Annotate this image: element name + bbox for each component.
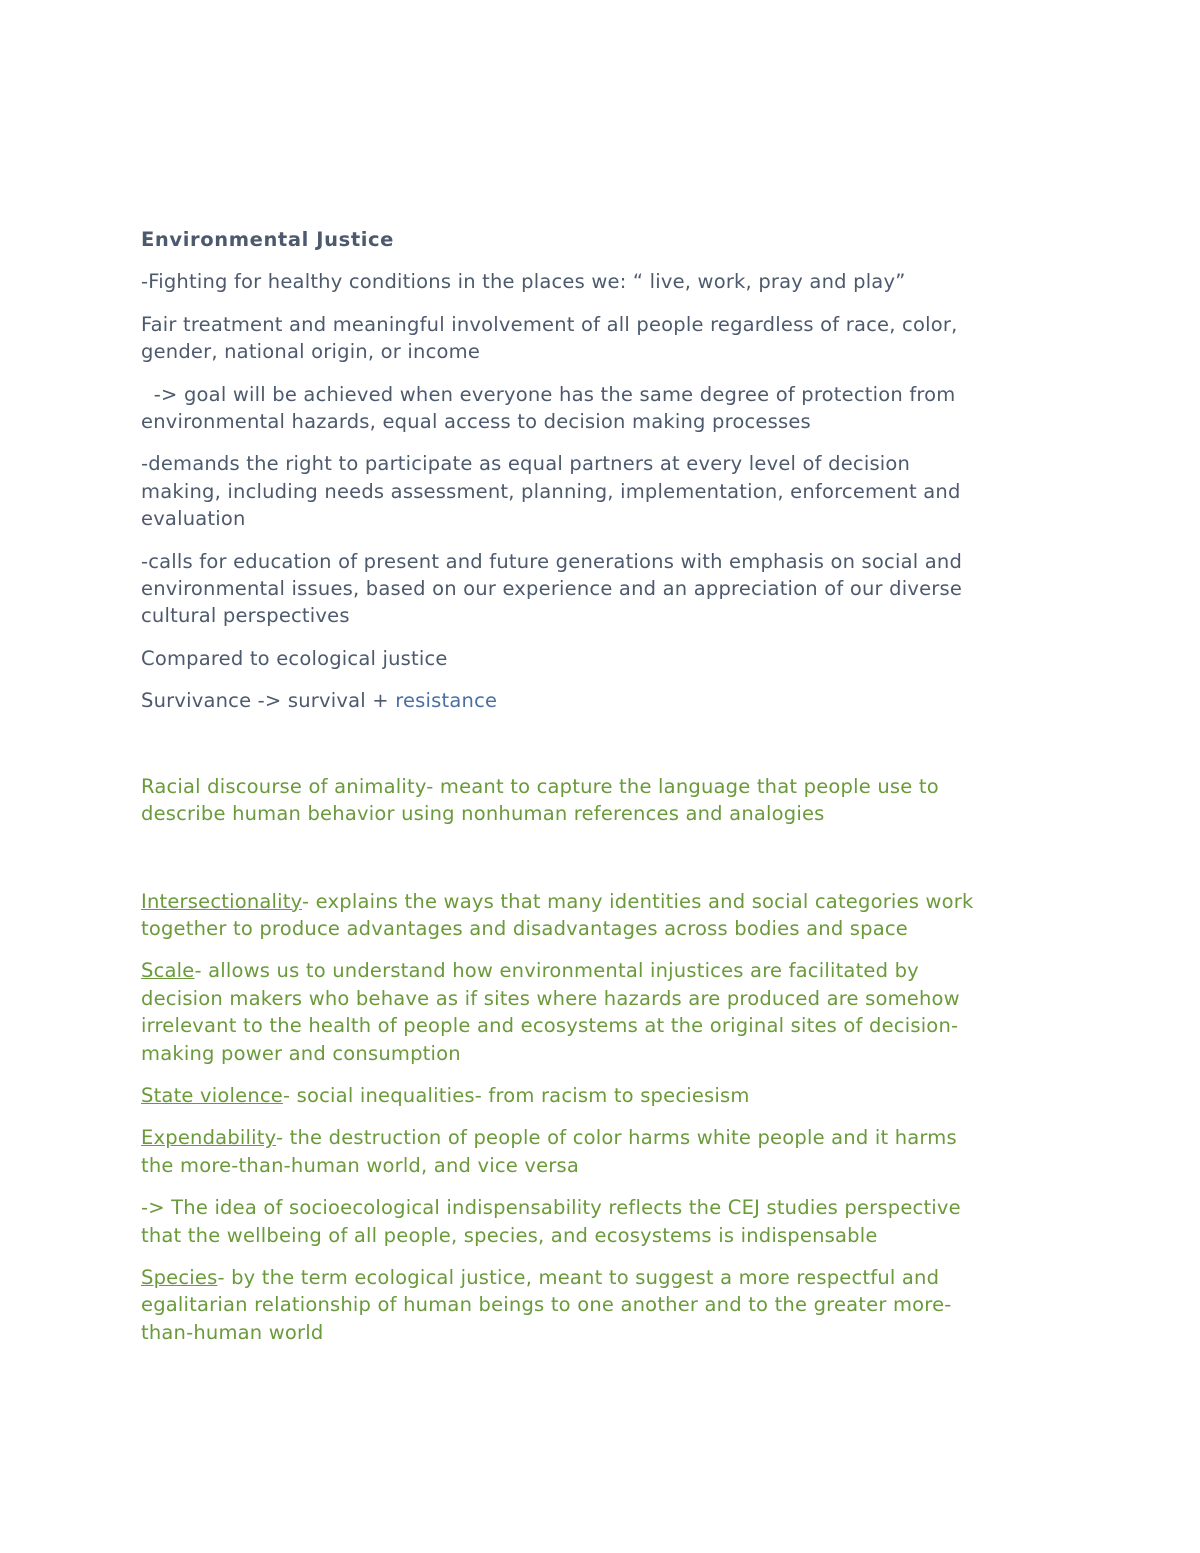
text-line: -> goal will be achieved when everyone has the same degree of protection from: [141, 382, 956, 406]
definition-text: - explains the ways that many identities and social categories work: [302, 889, 974, 913]
definition-text: - allows us to understand how environmental injustices are facilitated by: [194, 959, 919, 983]
text-line: the more-than-human world, and vice versa: [141, 1153, 580, 1177]
text-line: environmental hazards, equal access to decision making processes: [141, 410, 811, 434]
text-line: environmental issues, based on our experience and an appreciation of our diverse: [141, 577, 963, 601]
paragraph-racial-discourse: [141, 773, 1061, 828]
paragraph-survivance: [141, 687, 1061, 714]
paragraph-fighting: -Fighting for healthy conditions in the places we: “ live, work, pray and play”: [141, 270, 906, 294]
text-line: -calls for education of present and future generations with emphasis on social and: [141, 549, 963, 573]
text-line: than-human world: [141, 1320, 324, 1344]
text-line: [141, 957, 1061, 984]
text-line: gender, national origin, or income: [141, 340, 481, 364]
document-body: [141, 226, 1061, 1346]
paragraph-state-violence: [141, 1082, 1061, 1109]
paragraph-fair-treatment: [141, 311, 1061, 366]
text-line: that the wellbeing of all people, species, and ecosystems is indispensable: [141, 1223, 878, 1247]
definition-text: - the destruction of people of color harms white people and it harms: [276, 1126, 957, 1150]
paragraph-species: [141, 1264, 1061, 1346]
text-line: evaluation: [141, 507, 246, 531]
definition-text: - by the term ecological justice, meant to suggest a more respectful and: [217, 1265, 940, 1289]
text-line: describe human behavior using nonhuman references and analogies: [141, 802, 825, 826]
term-scale: Scale: [141, 959, 195, 983]
paragraph-goal: [141, 381, 1061, 436]
text-line: [141, 1264, 1061, 1291]
term-expendability: Expendability: [141, 1126, 276, 1150]
text-line: together to produce advantages and disadvantages across bodies and space: [141, 916, 908, 940]
term-intersectionality: Intersectionality: [141, 889, 303, 913]
paragraph-education: [141, 548, 1061, 630]
paragraph-expendability: [141, 1124, 1061, 1179]
paragraph-compared: Compared to ecological justice: [141, 646, 448, 670]
text-line: [141, 1082, 1061, 1109]
survivance-text: Survivance -> survival +: [141, 689, 396, 713]
text-line: [141, 888, 1061, 915]
text-line: Racial discourse of animality- meant to capture the language that people use to: [141, 774, 939, 798]
document-title: Environmental Justice: [141, 228, 395, 251]
paragraph-intersectionality: [141, 888, 1061, 943]
text-line: Fair treatment and meaningful involvement of all people regardless of race, color,: [141, 312, 958, 336]
text-line: decision makers who behave as if sites where hazards are produced are somehow: [141, 986, 960, 1010]
term-species: Species: [141, 1265, 218, 1289]
text-line: -> The idea of socioecological indispensability reflects the CEJ studies perspective: [141, 1196, 961, 1220]
text-line: egalitarian relationship of human beings to one another and to the greater more-: [141, 1293, 952, 1317]
text-line: cultural perspectives: [141, 604, 350, 628]
definition-text: - social inequalities- from racism to speciesism: [283, 1083, 750, 1107]
term-state-violence: State violence: [141, 1083, 283, 1107]
paragraph-socioecological: [141, 1194, 1061, 1249]
paragraph-demands: [141, 450, 1061, 532]
text-line: -demands the right to participate as equal partners at every level of decision: [141, 452, 911, 476]
resistance-text: resistance: [395, 689, 498, 713]
text-line: making, including needs assessment, planning, implementation, enforcement and: [141, 479, 961, 503]
text-line: irrelevant to the health of people and ecosystems at the original sites of decision-: [141, 1014, 959, 1038]
text-line: [141, 1124, 1061, 1151]
text-line: making power and consumption: [141, 1041, 461, 1065]
paragraph-scale: [141, 957, 1061, 1067]
